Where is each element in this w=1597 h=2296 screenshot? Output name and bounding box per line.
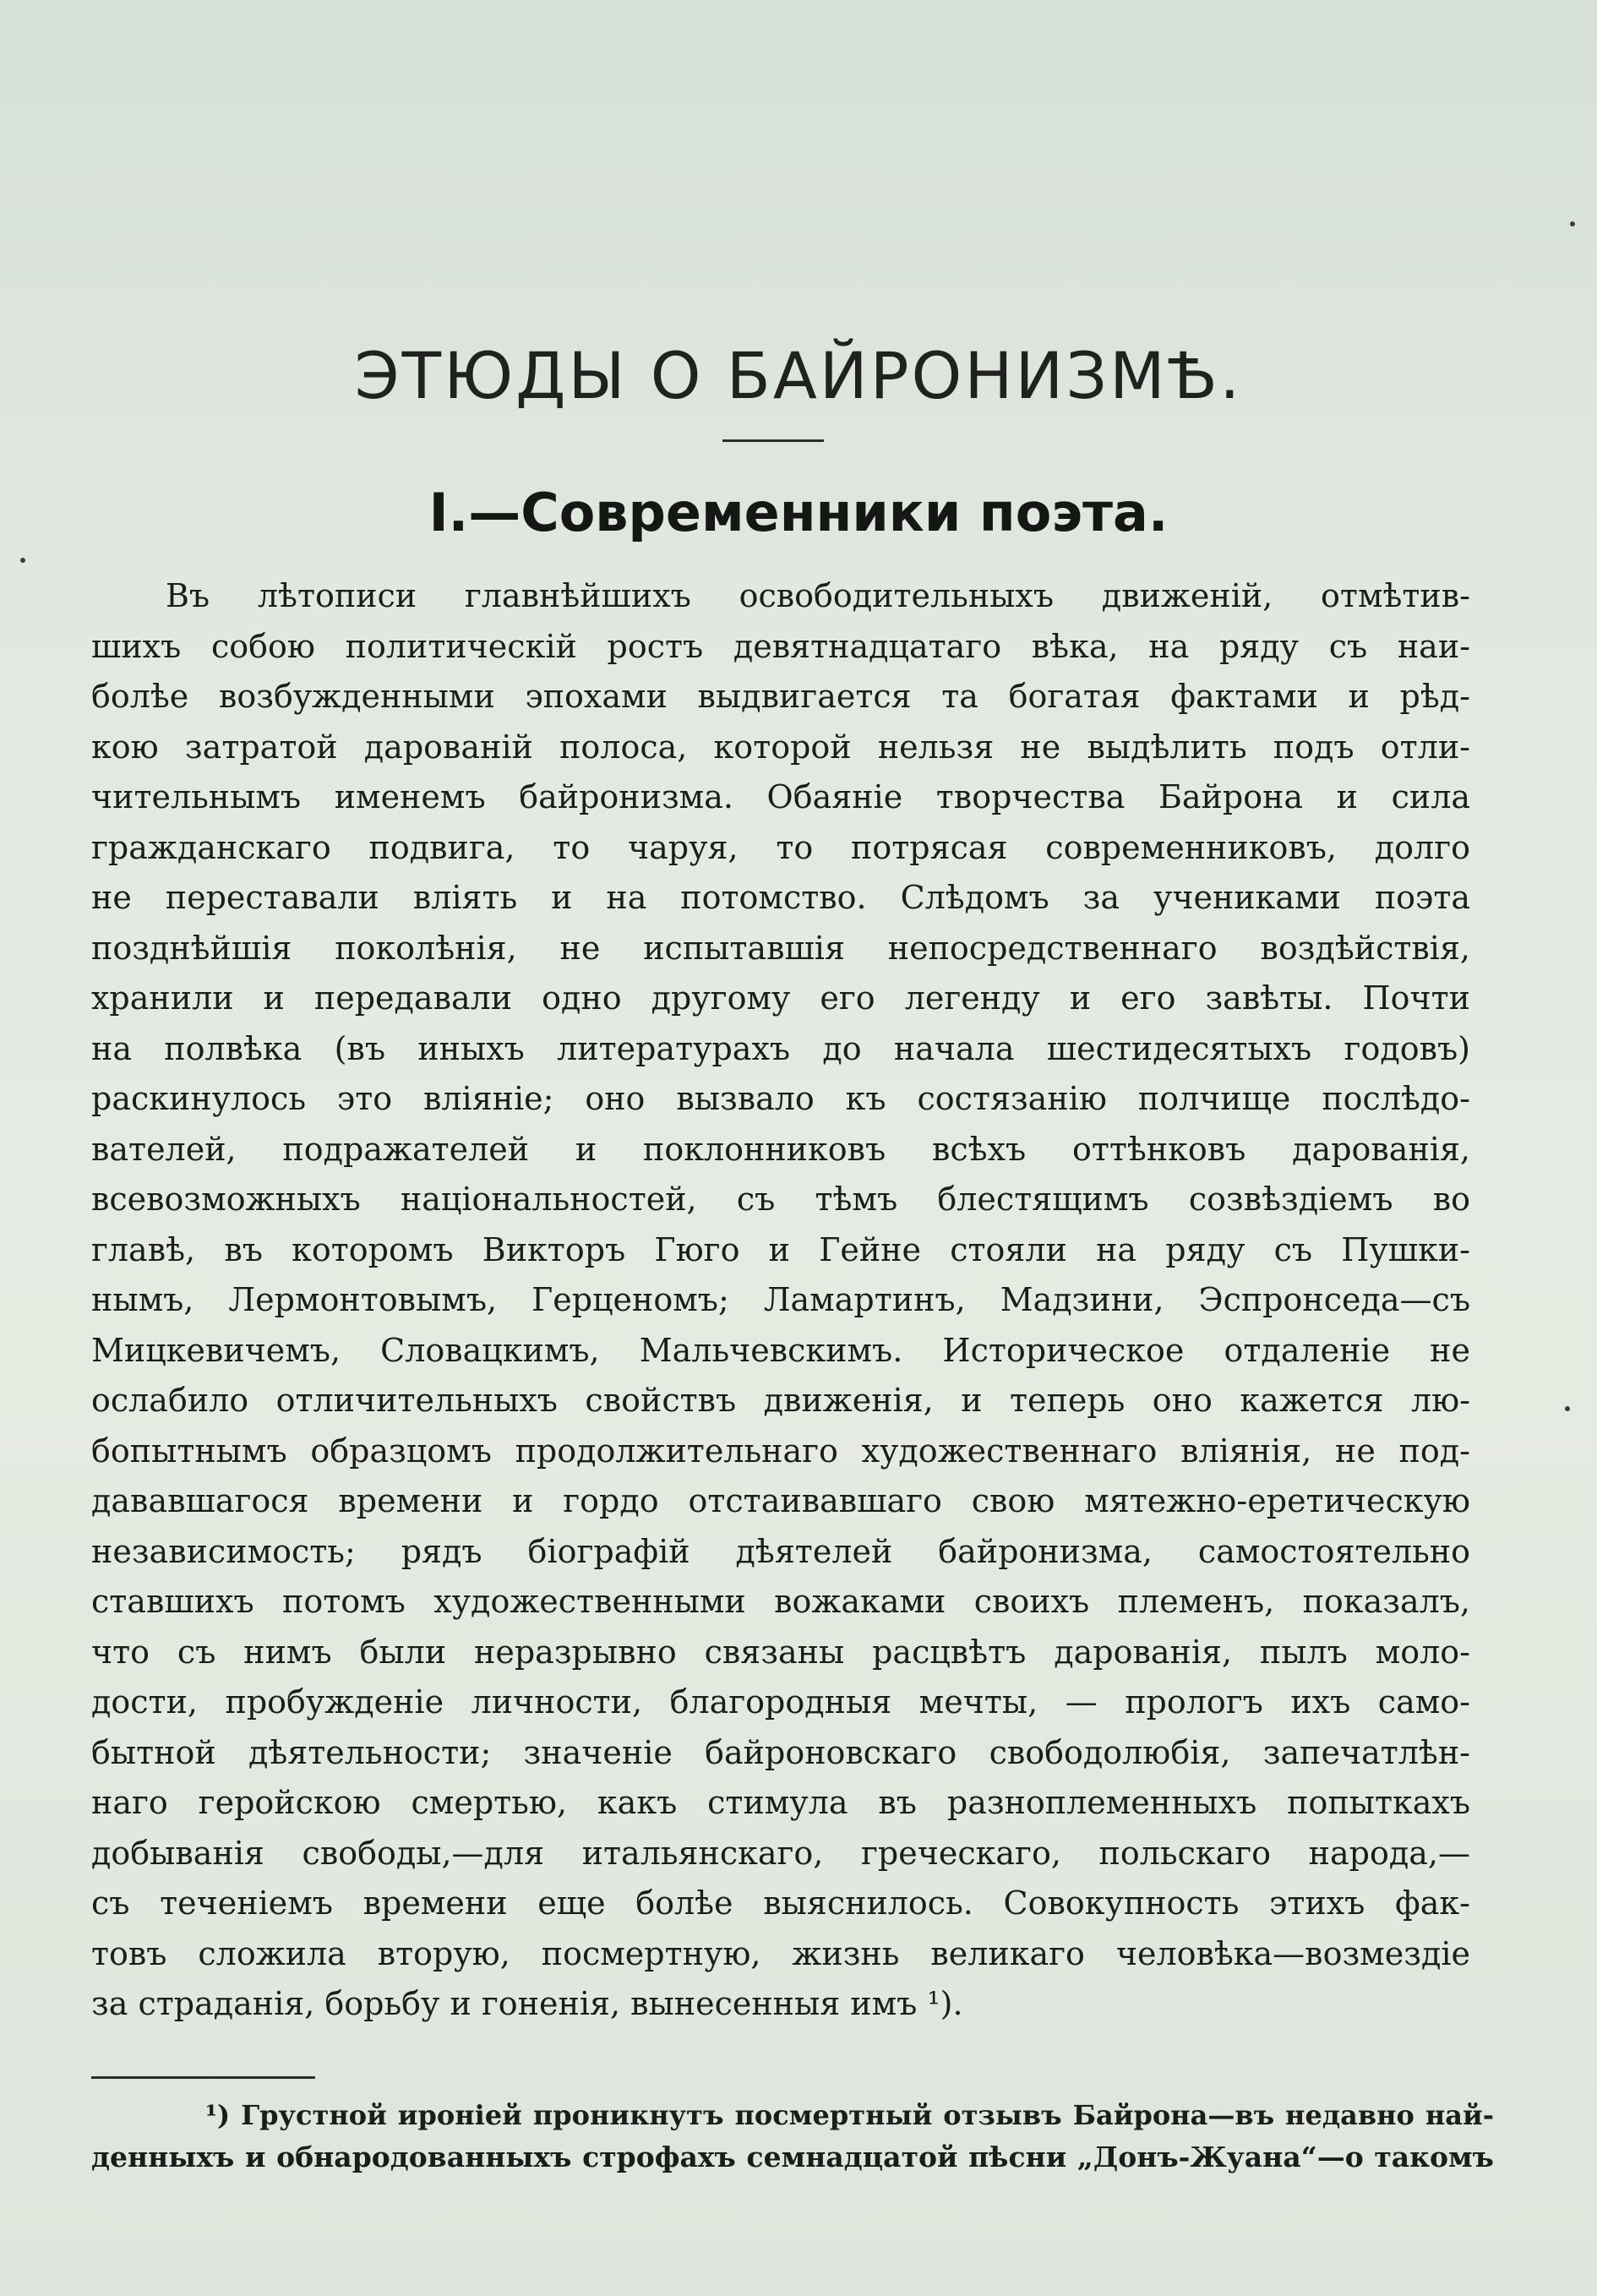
section-subtitle: I.—Современники поэта.: [428, 482, 1169, 543]
footnote-line: денныхъ и обнародованныхъ строфахъ семнадцатой пѣсни „Донъ-Жуана“—о такомъ: [91, 2141, 1494, 2173]
text-line: независимость; рядъ біографій дѣятелей байронизма, самостоятельно: [91, 1532, 1470, 1570]
text-line: товъ сложила вторую, посмертную, жизнь великаго человѣка—возмездіе: [91, 1934, 1470, 1972]
text-line: позднѣйшія поколѣнія, не испытавшія непосредственнаго воздѣйствія,: [91, 929, 1470, 967]
text-line: главѣ, въ которомъ Викторъ Гюго и Гейне стояли на ряду съ Пушки-: [91, 1230, 1470, 1268]
footnote-divider: [91, 2076, 315, 2079]
text-line: на полвѣка (въ иныхъ литературахъ до начала шестидесятыхъ годовъ): [91, 1029, 1470, 1067]
text-line: Въ лѣтописи главнѣйшихъ освободительныхъ движеній, отмѣтив-: [166, 577, 1470, 614]
footnote-line: ¹) Грустной ироніей проникнутъ посмертный отзывъ Байрона—въ недавно най-: [205, 2099, 1494, 2131]
text-line: всевозможныхъ національностей, съ тѣмъ блестящимъ созвѣздіемъ во: [91, 1181, 1470, 1218]
text-line: добыванія свободы,—для итальянскаго, греческаго, польскаго народа,—: [91, 1834, 1470, 1872]
text-line: съ теченіемъ времени еще болѣе выяснилось. Совокупность этихъ фак-: [91, 1884, 1470, 1922]
text-line: бытной дѣятельности; значеніе байроновскаго свободолюбія, запечатлѣн-: [91, 1733, 1470, 1771]
text-line: хранили и передавали одно другому его легенду и его завѣты. Почти: [91, 979, 1470, 1017]
chapter-title: ЭТЮДЫ О БАЙРОНИЗМѢ.: [354, 338, 1243, 413]
text-line: ставшихъ потомъ художественными вожаками своихъ племенъ, показалъ,: [91, 1583, 1470, 1620]
text-line: нымъ, Лермонтовымъ, Герценомъ; Ламартинъ, Мадзини, Эспронседа—съ: [91, 1281, 1470, 1318]
text-line: болѣе возбужденными эпохами выдвигается та богатая фактами и рѣд-: [91, 678, 1470, 715]
title-divider: [722, 439, 824, 442]
text-line: за страданія, борьбу и гоненія, вынесенныя имъ ¹).: [91, 1985, 963, 2022]
text-line: дости, пробужденіе личности, благородныя мечты, — прологъ ихъ само-: [91, 1683, 1470, 1721]
text-line: что съ нимъ были неразрывно связаны расцвѣтъ дарованія, пылъ моло-: [91, 1633, 1470, 1671]
text-line: наго геройскою смертью, какъ стимула въ разноплеменныхъ попыткахъ: [91, 1784, 1470, 1821]
text-line: Мицкевичемъ, Словацкимъ, Мальчевскимъ. Историческое отдаленіе не: [91, 1331, 1470, 1369]
footnote: [91, 2094, 1494, 2179]
margin-speck: [1570, 221, 1575, 226]
text-line: кою затратой дарованій полоса, которой нельзя не выдѣлить подъ отли-: [91, 728, 1470, 766]
text-line: раскинулось это вліяніе; оно вызвало къ состязанію полчище послѣдо-: [91, 1080, 1470, 1117]
margin-speck: [1565, 1406, 1570, 1411]
main-paragraph: [91, 571, 1470, 2030]
margin-speck: [20, 558, 25, 563]
text-line: шихъ собою политическій ростъ девятнадцатаго вѣка, на ряду съ наи-: [91, 627, 1470, 665]
text-line: дававшагося времени и гордо отстаивавшаго свою мятежно-еретическую: [91, 1482, 1470, 1519]
text-line: вателей, подражателей и поклонниковъ всѣхъ оттѣнковъ дарованія,: [91, 1130, 1470, 1168]
text-line: гражданскаго подвига, то чаруя, то потрясая современниковъ, долго: [91, 828, 1470, 866]
text-line: чительнымъ именемъ байронизма. Обаяніе творчества Байрона и сила: [91, 778, 1470, 815]
text-line: ослабило отличительныхъ свойствъ движенія, и теперь оно кажется лю-: [91, 1382, 1470, 1419]
text-line: бопытнымъ образцомъ продолжительнаго художественнаго вліянія, не под-: [91, 1432, 1470, 1470]
text-line: не переставали влiять и на потомство. Слѣдомъ за учениками поэта: [91, 879, 1470, 916]
